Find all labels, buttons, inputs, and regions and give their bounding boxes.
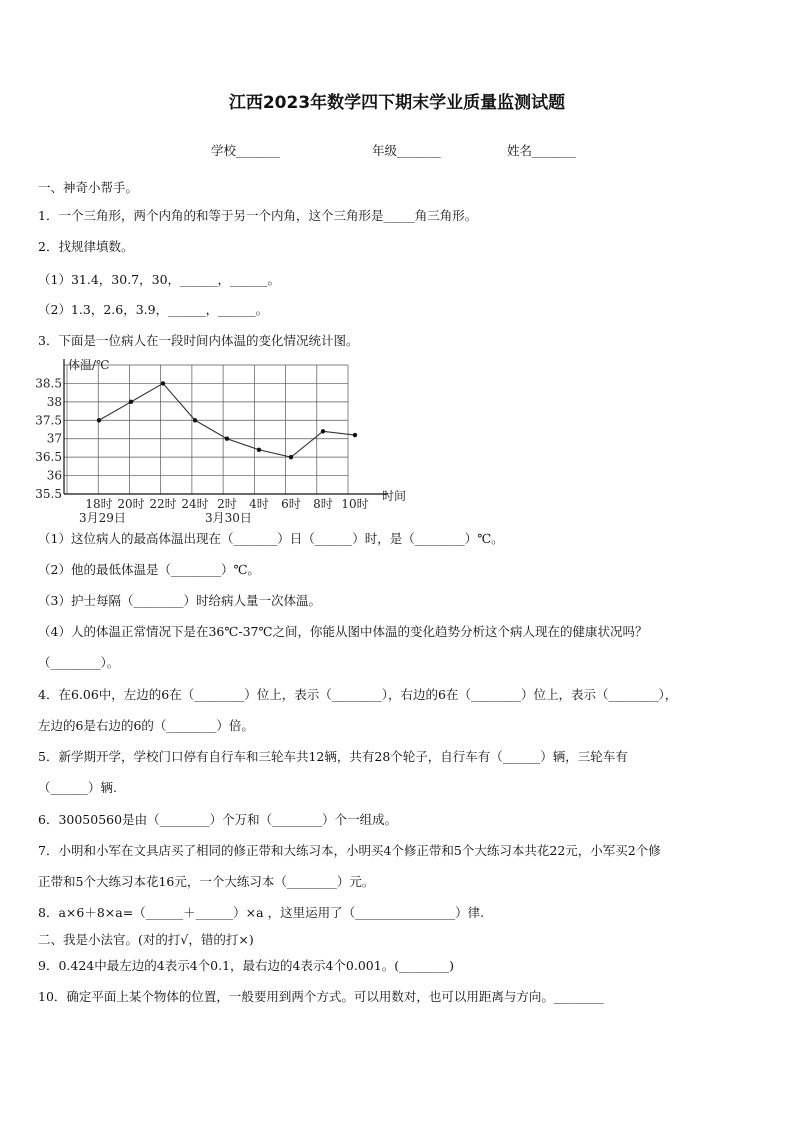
x-tick-label: 2时: [217, 497, 237, 511]
question-8: 8．a×6＋8×a=（______＋______）×a ，这里运用了（________________）律.: [38, 905, 485, 920]
question-3-part-2: （2）他的最低体温是（________）℃。: [38, 562, 260, 577]
y-tick-label: 38.5: [35, 376, 62, 391]
question-2-stem: 2．找规律填数。: [38, 239, 134, 254]
x-tick-label: 4时: [249, 497, 269, 511]
date-label: 3月29日: [79, 511, 126, 525]
y-tick-label: 38: [46, 394, 62, 409]
name-field[interactable]: 姓名_______: [507, 143, 576, 158]
question-4-line-1: 4．在6.06中，左边的6在（________）位上，表示（________），右边的6在（________）位上，表示（________），: [38, 687, 678, 702]
x-tick-label: 6时: [281, 497, 301, 511]
question-10: 10．确定平面上某个物体的位置，一般要用到两个方式。可以用数对，也可以用距离与方向。________: [38, 989, 604, 1004]
x-axis-label: 时间: [381, 489, 406, 503]
y-tick-label: 37.5: [35, 413, 62, 428]
question-2-part-2: （2）1.3，2.6，3.9，______，______。: [38, 302, 269, 317]
x-tick-label: 24时: [181, 497, 209, 511]
grade-field[interactable]: 年级_______: [372, 143, 441, 158]
y-tick-label: 37: [46, 431, 62, 446]
data-point: [289, 455, 293, 459]
x-tick-label: 10时: [341, 497, 369, 511]
data-point: [353, 433, 357, 437]
data-point: [129, 400, 133, 404]
question-9: 9．0.424中最左边的4表示4个0.1，最右边的4表示4个0.001。(________): [38, 958, 454, 973]
date-label: 3月30日: [205, 511, 252, 525]
y-tick-label: 36.5: [35, 450, 62, 465]
y-tick-label: 35.5: [35, 487, 62, 501]
data-point: [193, 418, 197, 422]
question-3-part-4: （4）人的体温正常情况下是在36℃-37℃之间，你能从图中体温的变化趋势分析这个病人现在的健康状况吗？: [38, 624, 648, 639]
question-1: 1．一个三角形，两个内角的和等于另一个内角，这个三角形是_____角三角形。: [38, 208, 478, 223]
chart-svg: [36, 355, 416, 527]
question-6: 6．30050560是由（________）个万和（________）个一组成。: [38, 812, 398, 827]
data-point: [97, 418, 101, 422]
question-3-part-1: （1）这位病人的最高体温出现在（_______）日（______）时，是（________）℃。: [38, 531, 504, 546]
y-axis-label: 体温/℃: [68, 358, 110, 372]
data-point: [321, 429, 325, 433]
question-3-stem: 3．下面是一位病人在一段时间内体温的变化情况统计图。: [38, 333, 359, 348]
section-heading-2: 二、我是小法官。(对的打√，错的打×): [38, 932, 254, 947]
question-5-line-2: （______）辆.: [38, 780, 117, 795]
section-heading-1: 一、神奇小帮手。: [38, 180, 139, 195]
question-4-line-2: 左边的6是右边的6的（________）倍。: [38, 718, 254, 733]
question-5-line-1: 5．新学期开学，学校门口停有自行车和三轮车共12辆，共有28个轮子，自行车有（______）辆，三轮车有: [38, 749, 628, 764]
x-tick-label: 8时: [313, 497, 333, 511]
school-field[interactable]: 学校_______: [211, 143, 280, 158]
question-7-line-1: 7．小明和小军在文具店买了相同的修正带和大练习本，小明买4个修正带和5个大练习本共花22元，小军买2个修: [38, 843, 661, 858]
question-7-line-2: 正带和5个大练习本花16元，一个大练习本（________）元。: [38, 874, 375, 889]
temperature-line-chart: [36, 355, 416, 527]
question-3-part-4-answer: （________）。: [38, 655, 120, 670]
data-point: [257, 448, 261, 452]
x-tick-label: 18时: [85, 497, 113, 511]
student-info-fields: [0, 141, 794, 159]
y-tick-label: 36: [46, 468, 62, 483]
question-2-part-1: （1）31.4，30.7，30，______，______。: [38, 272, 281, 287]
question-3-part-3: （3）护士每隔（________）时给病人量一次体温。: [38, 593, 321, 608]
page-title: 江西2023年数学四下期末学业质量监测试题: [228, 93, 566, 113]
data-point: [161, 381, 165, 385]
x-tick-label: 22时: [149, 497, 177, 511]
x-tick-label: 20时: [117, 497, 145, 511]
data-point: [225, 437, 229, 441]
